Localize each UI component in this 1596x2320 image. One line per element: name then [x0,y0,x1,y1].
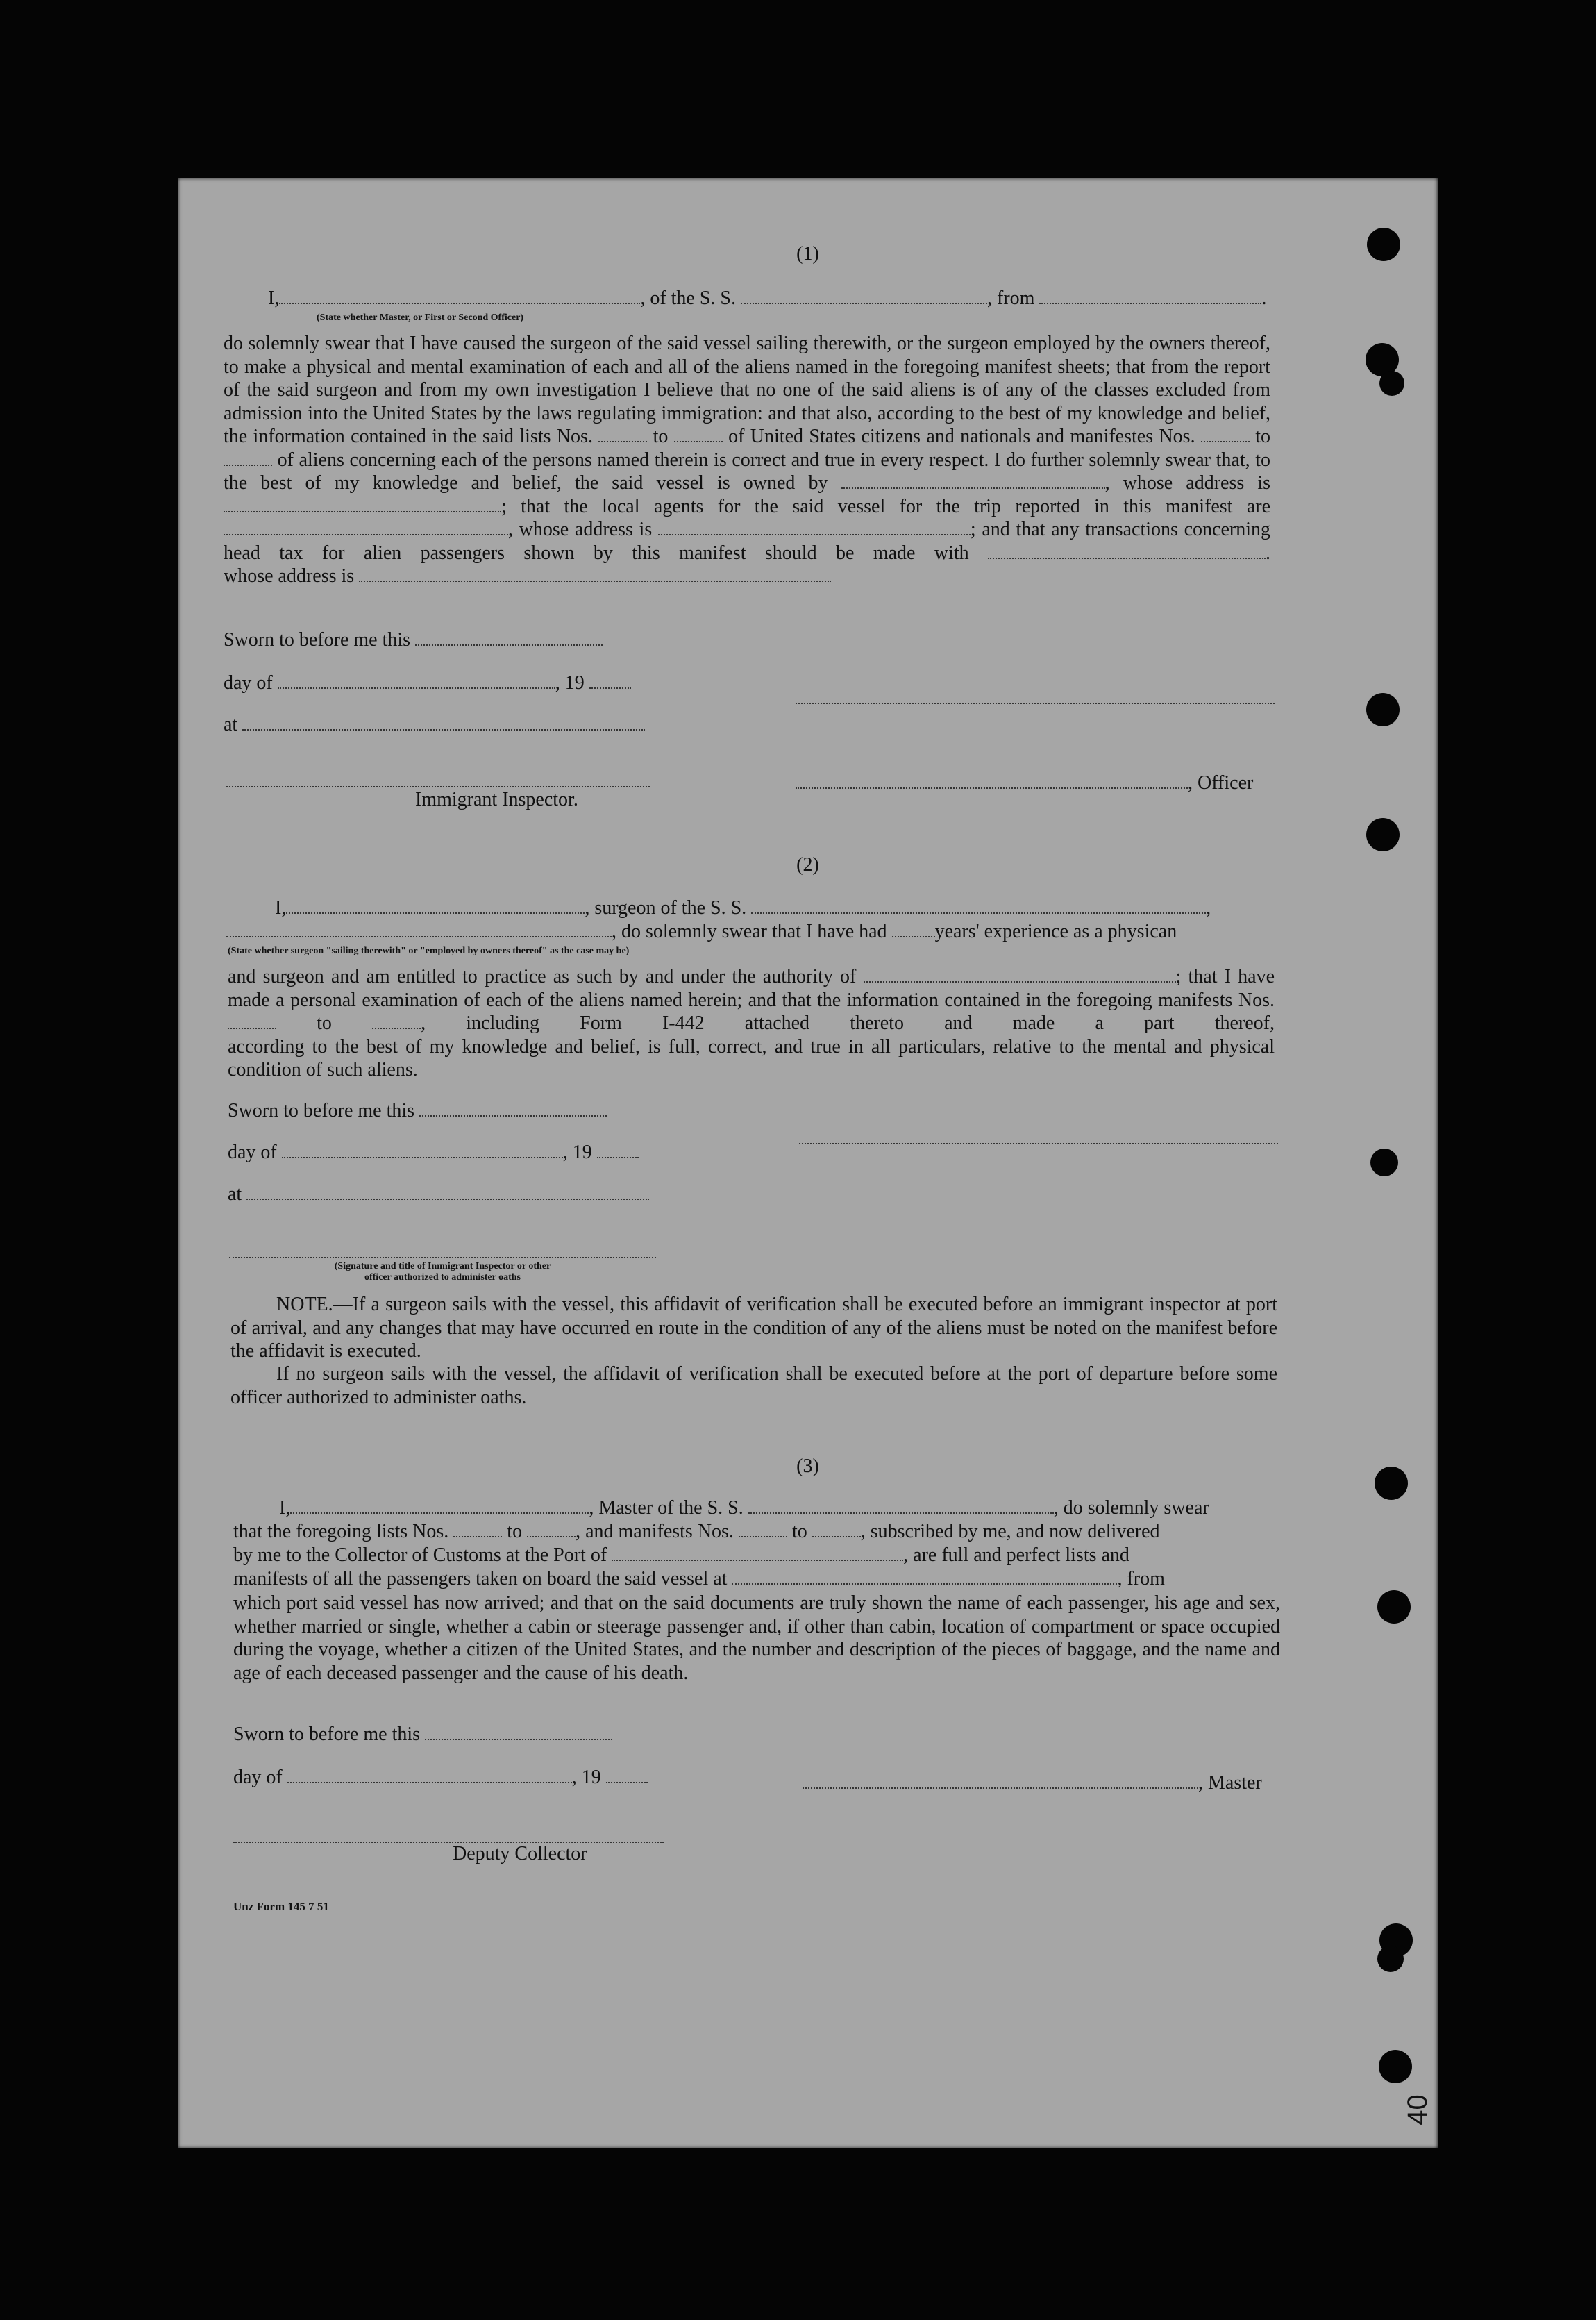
s2-month-field[interactable] [282,1142,563,1158]
section-1-line-1: I, , of the S. S. , from . [268,287,1267,309]
lists-from-field[interactable] [598,426,647,442]
s3-lists-to-field[interactable] [527,1521,576,1537]
s2-signature-note-2: officer authorized to administer oaths [364,1272,521,1283]
s3-sworn-label: Sworn to before me this [233,1724,612,1746]
s1-officer-signature-field[interactable] [796,772,1188,789]
section-2-paragraph: and surgeon and am entitled to practice as such by and under the authority of ; that I have made a personal examination of each of the aliens named herein; and that the information contained in the foregoing manifests Nos. to , including Form I-442 attached thereto and made a part thereof, according to the best of my knowledge and belief, is full, correct, and true in all particulars, relative to the mental and physical condition of such aliens. [228,966,1275,1080]
section-3-line-4: manifests of all the passengers taken on board the said vessel at , from [233,1568,1165,1589]
note-paragraph-1: NOTE.—If a surgeon sails with the vessel, this affidavit of verification shall be executed before an immigrant inspector at port of arrival, and any changes that may have occurred en route in the condition of any of the aliens must be noted on the manifest before the affidavit is executed. [230,1294,1277,1362]
s2-year-field[interactable] [597,1142,639,1158]
section-3-line-1: I, , Master of the S. S. , do solemnly swear [279,1497,1209,1519]
s1-sworn-day-field[interactable] [415,629,603,646]
s2-place-field[interactable] [246,1183,649,1200]
s3-manifests-to-field[interactable] [812,1521,861,1537]
master-name-field[interactable] [290,1497,589,1514]
s2-manifests-to-field[interactable] [372,1012,421,1029]
section-3-paragraph: which port said vessel has now arrived; and that on the said documents are truly shown the name of each passenger, his age and sex, whether married or single, whether a cabin or steerage passenger and, if other than cabin, location of compartment or space occupied during the voyage, whether a citizen of the United States, and the number and description of the pieces of baggage, and the name and age of each deceased passenger and the cause of his death. [233,1592,1280,1684]
manifests-from-field[interactable] [1201,426,1250,442]
s2-manifests-from-field[interactable] [228,1012,276,1029]
punch-hole [1379,371,1404,396]
s3-month-field[interactable] [287,1767,572,1783]
s1-day-label: day of , 19 [224,672,631,694]
s3-year-field[interactable] [606,1767,648,1783]
section-3-number: (3) [796,1455,819,1477]
lists-to-field[interactable] [674,426,723,442]
s2-signature-note-1: (Signature and title of Immigrant Inspector or other [334,1261,551,1271]
punch-hole [1377,1590,1411,1624]
port-from-field[interactable] [1039,287,1261,304]
s2-sworn-label: Sworn to before me this [228,1100,607,1122]
section-2-number: (2) [796,854,819,876]
s3-master-label: , Master [803,1772,1262,1794]
punch-hole [1377,1946,1404,1972]
s1-at-label: at [224,714,645,736]
form-sheet [178,178,1438,2148]
s3-master-signature-field[interactable] [803,1772,1198,1789]
s1-officer-signature-line-upper[interactable] [796,703,1275,704]
s1-inspector-title: Immigrant Inspector. [415,789,578,810]
s3-collector-title: Deputy Collector [453,1843,587,1864]
vessel-name-field[interactable] [741,287,987,304]
owner-field[interactable] [841,472,1105,489]
punch-hole [1379,2050,1412,2083]
s2-day-label: day of , 19 [228,1142,639,1164]
s1-place-field[interactable] [242,714,645,731]
section-3-line-2: that the foregoing lists Nos. to , and manifests Nos. to , subscribed by me, and now delivered [233,1521,1160,1542]
section-2-line-1: I, , surgeon of the S. S. , [275,897,1211,919]
s1-month-field[interactable] [278,672,555,689]
s2-vessel-field[interactable] [751,897,1206,914]
s3-collector-signature-line[interactable] [233,1842,664,1843]
s1-year-field[interactable] [589,672,631,689]
surgeon-name-field[interactable] [286,897,585,914]
s3-day-label: day of , 19 [233,1767,648,1789]
s2-at-label: at [228,1183,649,1205]
agents-field[interactable] [224,519,508,535]
s1-officer-label: , Officer [796,772,1253,794]
port-of-departure-field[interactable] [732,1568,1117,1585]
head-tax-address-field[interactable] [359,565,831,582]
section-2-line-2: , do solemnly swear that I have had years' experience as a physican [226,921,1177,943]
punch-hole [1366,693,1400,726]
manifests-to-field[interactable] [224,449,272,466]
years-experience-field[interactable] [892,921,935,937]
surgeon-status-field[interactable] [226,921,612,937]
agents-address-field[interactable] [658,519,971,535]
note-paragraph-2: If no surgeon sails with the vessel, the affidavit of verification shall be executed before at the port of departure before some officer authorized to administer oaths. [230,1363,1277,1408]
s1-sworn-label: Sworn to before me this [224,629,603,651]
section-1-number: (1) [796,243,819,265]
section-3-line-3: by me to the Collector of Customs at the Port of , are full and perfect lists and [233,1544,1129,1566]
s3-vessel-field[interactable] [748,1497,1054,1514]
punch-hole [1366,818,1400,851]
s3-sworn-day-field[interactable] [425,1724,612,1740]
s3-manifests-from-field[interactable] [739,1521,787,1537]
section-1-paragraph: do solemnly swear that I have caused the surgeon of the said vessel sailing therewith, or the surgeon employed by the owners thereof, to make a physical and mental examination of each and all of the aliens named in the foregoing manifest sheets; that from the report of the said surgeon and from my own investigation I believe that no one of the said aliens is of any of the classes excluded from admission into the United States by the laws regulating immigration: and that also, according to the best of my knowledge and belief, the information contained in the said lists Nos. to of United States citizens and nationals and manifestes Nos. to of aliens concerning each of the persons named therein is correct and true in every respect. I do further solemnly swear that, to the best of my knowledge and belief, the said vessel is owned by , whose address is ; that the local agents for the said vessel for the trip reported in this manifest are , whose address is ; and that any transactions concerning head tax for alien passengers shown by this manifest should be made with . whose address is [224,333,1271,587]
handwritten-page-number: 40 [1402,2094,1433,2126]
owner-address-field[interactable] [224,496,501,512]
punch-hole [1370,1149,1398,1176]
s2-surgeon-signature-line[interactable] [799,1143,1278,1144]
head-tax-contact-field[interactable] [988,542,1266,559]
officer-rank-note: (State whether Master, or First or Second Officer) [317,312,524,323]
s2-sworn-day-field[interactable] [419,1100,607,1117]
port-of-arrival-field[interactable] [612,1544,903,1561]
s2-inspector-signature-line[interactable] [229,1257,656,1258]
s1-inspector-signature-line[interactable] [226,786,650,787]
surgeon-status-note: (State whether surgeon "sailing therewith" or "employed by owners thereof" as the case may be) [228,946,630,956]
authority-field[interactable] [864,966,1176,983]
officer-name-field[interactable] [279,287,640,304]
s3-lists-from-field[interactable] [453,1521,502,1537]
form-number: Unz Form 145 7 51 [233,1900,329,1913]
